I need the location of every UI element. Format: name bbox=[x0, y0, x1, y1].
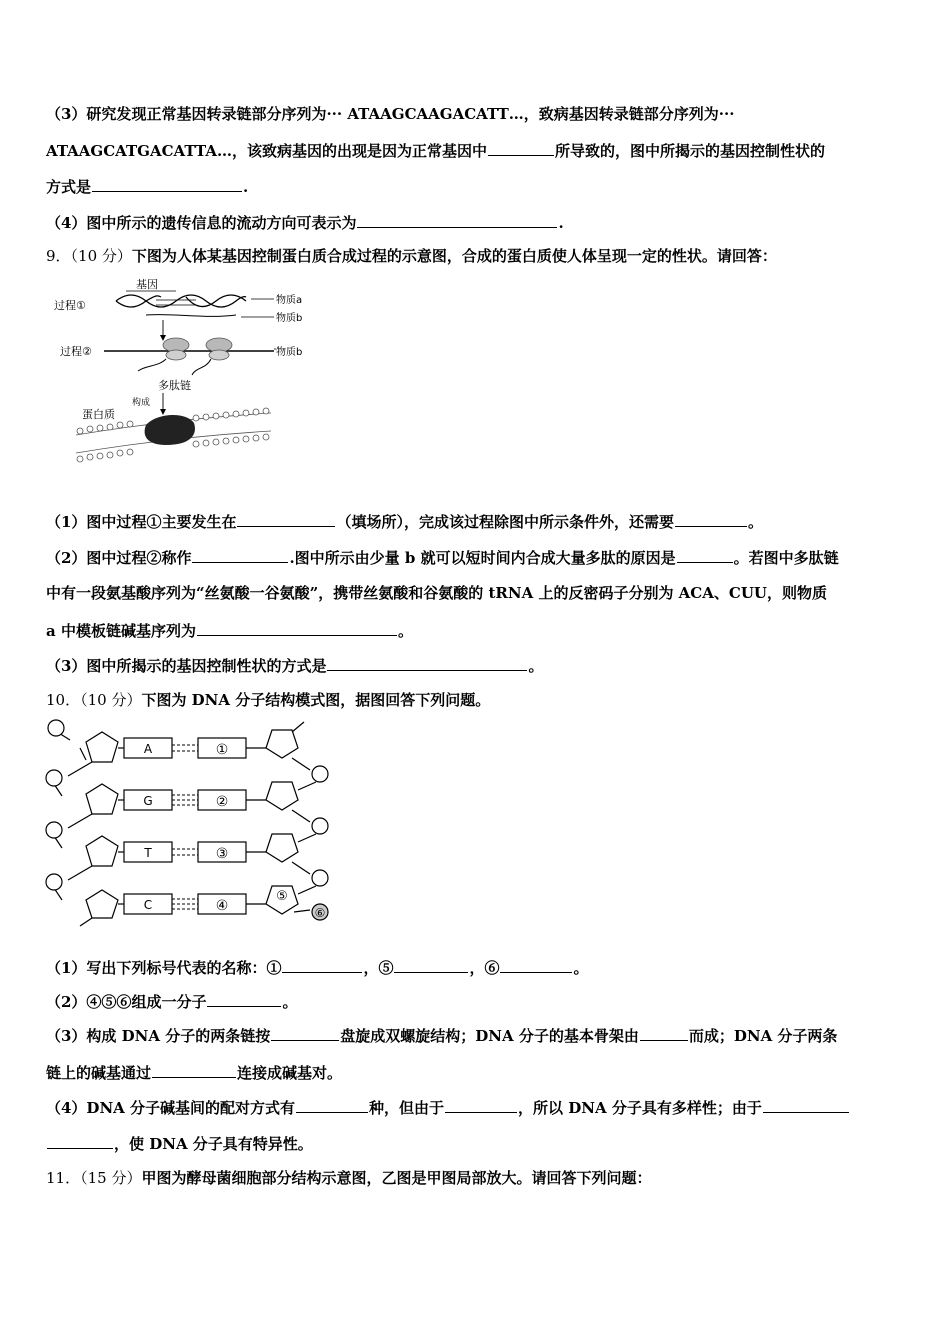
sugar-right-3 bbox=[266, 834, 298, 862]
q8-part3-line1: （3）研究发现正常基因转录链部分序列为··· ATAAGCAAGACATT…，致病基因转录链部分序列为··· bbox=[46, 105, 735, 123]
q10-part3-line2: 链上的碱基通过 连接成碱基对。 bbox=[46, 1064, 343, 1082]
pair-label-4: ④ bbox=[215, 898, 229, 914]
answer-blank[interactable] bbox=[445, 1097, 517, 1113]
q8-part3-line3: 方式是 . bbox=[46, 178, 249, 196]
sugar-left-1 bbox=[86, 732, 118, 762]
q8-part4: （4）图中所示的遗传信息的流动方向可表示为 . bbox=[46, 214, 564, 232]
base-label-t: T bbox=[144, 846, 152, 860]
dna-structure-figure bbox=[40, 718, 340, 928]
answer-blank[interactable] bbox=[488, 140, 554, 156]
answer-blank[interactable] bbox=[357, 212, 557, 228]
process1-label: 过程① bbox=[54, 299, 86, 312]
phosphate-left-1 bbox=[48, 720, 64, 736]
answer-blank[interactable] bbox=[763, 1097, 849, 1113]
q8-part3-line2: ATAAGCATGACATTA…，该致病基因的出现是因为正常基因中 所导致的，图中所揭示的基因控制性状的 bbox=[46, 142, 825, 160]
polypeptide-label: 多肽链 bbox=[158, 379, 191, 392]
q9-part1: （1）图中过程①主要发生在 （填场所），完成该过程除图中所示条件外，还需要 。 bbox=[46, 513, 763, 531]
compose-label: 构成 bbox=[132, 398, 151, 408]
pair-label-3: ③ bbox=[215, 846, 229, 862]
answer-blank[interactable] bbox=[197, 620, 397, 636]
answer-blank[interactable] bbox=[640, 1025, 688, 1041]
q10-part4-line1: （4）DNA 分子碱基间的配对方式有 种，但由于 ，所以 DNA 分子具有多样性；由于 bbox=[46, 1097, 904, 1118]
base-label-c: C bbox=[143, 898, 153, 912]
q10-stem: 10．（10 分）下图为 DNA 分子结构模式图，据图回答下列问题。 bbox=[46, 691, 491, 709]
substance-b-label: 物质b bbox=[276, 313, 303, 324]
phosphate-right-2 bbox=[312, 818, 328, 834]
phosphate-left-2 bbox=[46, 770, 62, 786]
polypeptide-chain-1 bbox=[138, 359, 166, 371]
q10-part3-line1: （3）构成 DNA 分子的两条链按 盘旋成双螺旋结构；DNA 分子的基本骨架由 而成；DNA 分子两条 bbox=[46, 1027, 838, 1045]
pair-label-2: ② bbox=[215, 794, 229, 810]
q9-stem: 9．（10 分）下图为人体某基因控制蛋白质合成过程的示意图，合成的蛋白质使人体呈现一定的性状。请回答： bbox=[46, 247, 777, 265]
sugar-right-1 bbox=[266, 730, 298, 758]
label-5: ⑤ bbox=[276, 889, 288, 904]
answer-blank[interactable] bbox=[47, 1133, 113, 1149]
answer-blank[interactable] bbox=[296, 1097, 368, 1113]
q9-part2-line2: 中有一段氨基酸序列为“丝氨酸一谷氨酸”，携带丝氨酸和谷氨酸的 tRNA 上的反密码子分别为 ACA、CUU，则物质 bbox=[46, 584, 827, 602]
answer-blank[interactable] bbox=[152, 1062, 236, 1078]
answer-blank[interactable] bbox=[192, 547, 288, 563]
sugar-left-4 bbox=[86, 890, 118, 918]
answer-blank[interactable] bbox=[271, 1025, 339, 1041]
answer-blank[interactable] bbox=[92, 176, 242, 192]
phosphate-right-1 bbox=[312, 766, 328, 782]
mrna-strand bbox=[146, 315, 236, 317]
answer-blank[interactable] bbox=[207, 991, 281, 1007]
sugar-left-3 bbox=[86, 836, 118, 866]
polypeptide-chain-2 bbox=[192, 359, 211, 375]
q9-part3: （3）图中所揭示的基因控制性状的方式是 。 bbox=[46, 657, 544, 675]
sugar-right-2 bbox=[266, 782, 298, 810]
phosphate-left-4 bbox=[46, 874, 62, 890]
substance-b2-label: 物质b bbox=[276, 347, 303, 358]
answer-blank[interactable] bbox=[677, 547, 733, 563]
base-label-a: A bbox=[143, 742, 153, 756]
label-6: ⑥ bbox=[314, 906, 326, 920]
base-label-g: G bbox=[143, 794, 153, 808]
sugar-left-2 bbox=[86, 784, 118, 814]
q11-stem: 11．（15 分）甲图为酵母菌细胞部分结构示意图，乙图是甲图局部放大。请回答下列问题： bbox=[46, 1169, 652, 1187]
q9-part2-line1: （2）图中过程②称作 .图中所示由少量 b 就可以短时间内合成大量多肽的原因是 。若图中多肽链 bbox=[46, 549, 839, 567]
pair-label-1: ① bbox=[215, 742, 229, 758]
gene-expression-figure bbox=[46, 275, 326, 475]
answer-blank[interactable] bbox=[394, 957, 468, 973]
gene-label: 基因 bbox=[136, 278, 158, 291]
answer-blank[interactable] bbox=[237, 511, 335, 527]
answer-blank[interactable] bbox=[675, 511, 747, 527]
answer-blank[interactable] bbox=[327, 655, 527, 671]
q9-part2-line3: a 中模板链碱基序列为 。 bbox=[46, 622, 413, 640]
answer-blank[interactable] bbox=[500, 957, 572, 973]
membrane-protein bbox=[145, 415, 195, 445]
phosphate-left-3 bbox=[46, 822, 62, 838]
q10-part2: （2）④⑤⑥组成一分子 。 bbox=[46, 993, 298, 1011]
q10-part4-line2: ，使 DNA 分子具有特异性。 bbox=[46, 1133, 904, 1154]
substance-a-label: 物质a bbox=[276, 295, 303, 306]
answer-blank[interactable] bbox=[282, 957, 362, 973]
protein-label: 蛋白质 bbox=[82, 408, 115, 421]
process2-label: 过程② bbox=[60, 345, 92, 358]
phosphate-right-3 bbox=[312, 870, 328, 886]
q10-part1: （1）写出下列标号代表的名称：① ，⑤ ，⑥ 。 bbox=[46, 959, 589, 977]
